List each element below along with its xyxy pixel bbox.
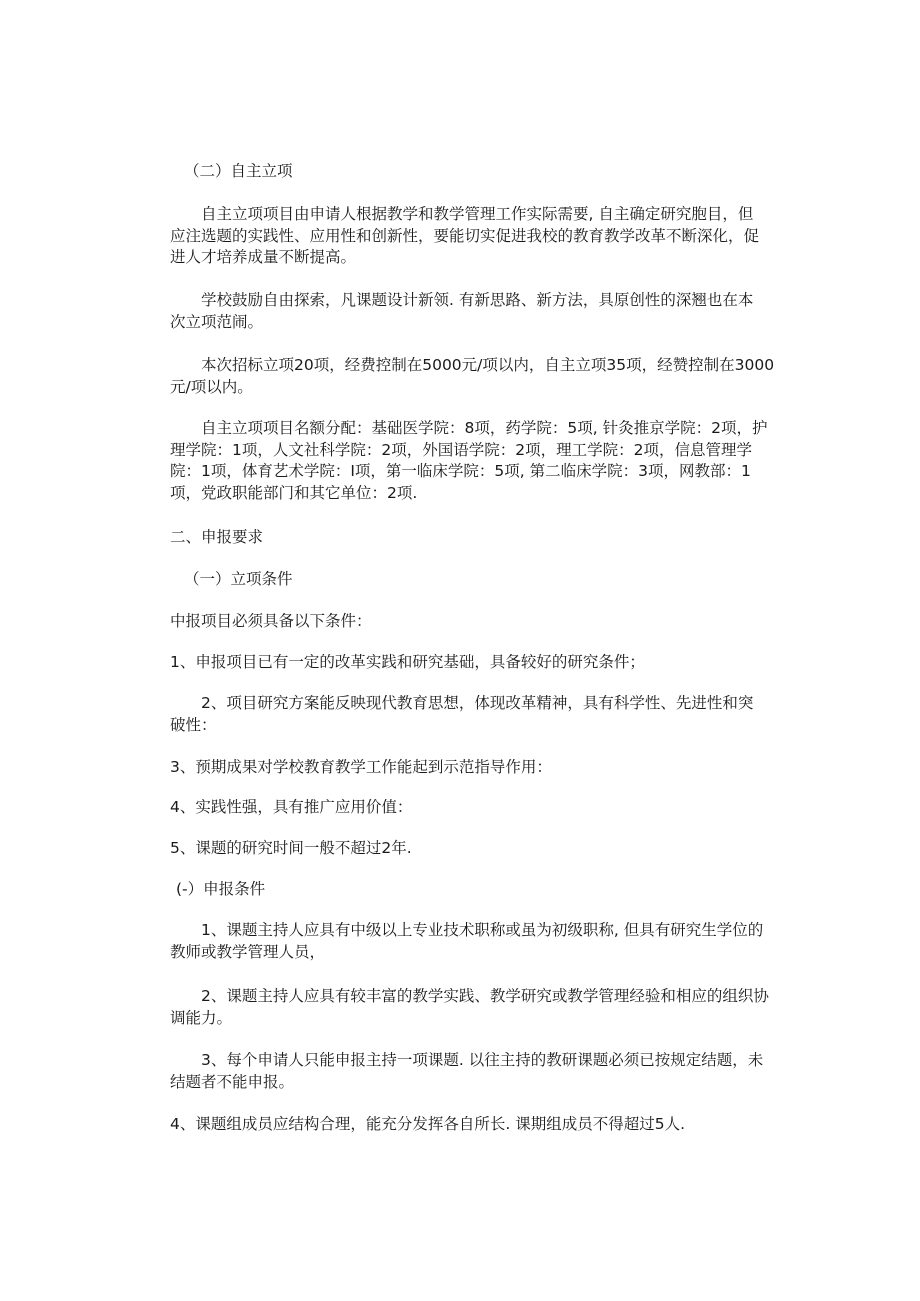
text-line: 教师或教学管理人员，	[170, 942, 326, 961]
text-line: 本次招标立项20项，经费控制在5000元/项以内，自主立项35项，经赞控制在3000	[201, 356, 775, 374]
subsection-heading-project-conditions: （一）立项条件	[184, 570, 293, 588]
paragraph-quota-allocation	[170, 418, 786, 504]
requirement-item-1	[170, 920, 786, 963]
text-line: 应注选题的实践性、应用性和创新性，要能切实促进我校的教育教学改革不断深化，促	[170, 226, 760, 245]
text-line: 自主立项项目名额分配：基础医学院：8项，药学院：5项, 针灸推京学院：2项，护	[201, 419, 768, 437]
condition-item-1: 1、申报项目已有一定的改革实践和研究基础，具备较好的研究条件；	[170, 653, 645, 671]
condition-item-2	[170, 693, 786, 736]
text-line: 破性：	[170, 715, 217, 734]
text-line: 调能力。	[170, 1008, 233, 1027]
conditions-intro: 中报项目必须具备以下条件：	[170, 612, 372, 630]
text-line: 3、每个申请人只能申报主持一项课题. 以往主持的教研课题必须已按规定结题，未	[201, 1051, 764, 1069]
text-line: 结题者不能申报。	[170, 1072, 295, 1091]
text-line: 2、课题主持人应具有较丰富的教学实践、教学研究或教学管理经验和相应的组织协	[201, 987, 769, 1005]
text-line: 理学院：1项，人文社科学院：2项，外国语学院：2项，理工学院：2项，信息管理学	[170, 440, 752, 459]
condition-item-3: 3、预期成果对学校教育教学工作能起到示范指导作用：	[170, 758, 552, 776]
section-heading-application-requirements: 二、申报要求	[170, 528, 264, 546]
text-line: 次立项范闹。	[170, 312, 264, 331]
requirement-item-3	[170, 1050, 786, 1093]
condition-item-4: 4、实践性强，具有推广应用价值：	[170, 798, 413, 816]
paragraph-funding	[170, 355, 786, 398]
condition-item-5: 5、课题的研究时间一般不超过2年.	[170, 839, 412, 857]
section-heading-self-project: （二）自主立项	[184, 162, 293, 180]
text-line: 学校鼓励自由探索，凡课题设计新领. 有新思路、新方法，具原创性的深翘也在本	[201, 291, 754, 309]
text-line: 2、项目研究方案能反映现代教育思想，体现改革精神，具有科学性、先进性和突	[201, 694, 754, 712]
paragraph-encourage-exploration	[170, 290, 786, 333]
text-line: 元/项以内。	[170, 377, 253, 396]
text-line: 院：1项，体育艺术学院：I项，第一临床学院：5项, 第二临床学院：3项，网教部：1	[170, 462, 751, 480]
subsection-heading-application-conditions: (-）申报条件	[176, 880, 266, 898]
text-line: 进人才培养成量不断提高。	[170, 248, 357, 266]
requirement-item-2	[170, 986, 786, 1029]
text-line: 1、课题主持人应具有中级以上专业技术职称或虽为初级职称, 但具有研究生学位的	[201, 921, 764, 939]
text-line: 项，党政职能部门和其它单位：2项.	[170, 483, 418, 502]
paragraph-self-project-description	[170, 204, 786, 269]
requirement-item-4: 4、课题组成员应结构合理，能充分发挥各自所长. 课期组成员不得超过5人.	[170, 1115, 686, 1133]
text-line: 自主立项项目由申请人根据教学和教学管理工作实际需要, 自主确定研究胞目，但	[201, 205, 754, 223]
